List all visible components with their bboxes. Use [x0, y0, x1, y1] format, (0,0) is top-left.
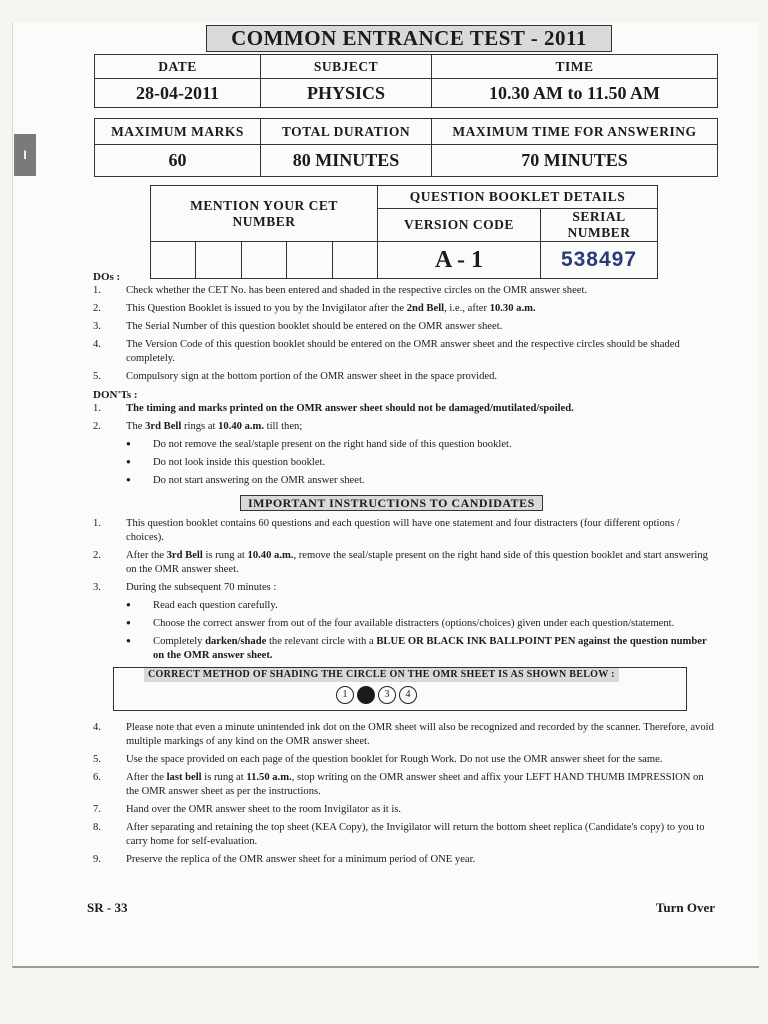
- total-duration-value: 80 MINUTES: [261, 145, 432, 177]
- instruction-item-text: Please note that even a minute unintended ink dot on the OMR sheet will also be recognized and recorded by the scanner. Therefore, avoid multiple markings of any kind on the OMR answer sheet.: [126, 722, 714, 747]
- instruction3-bullet-item: [126, 617, 715, 631]
- booklet-details-header: QUESTION BOOKLET DETAILS: [378, 186, 658, 209]
- dos-item-number: 1.: [93, 285, 101, 296]
- dos-item-text: This Question Booklet is issued to you by the Invigilator after the: [126, 303, 407, 314]
- dos-heading: DOs :: [93, 271, 121, 283]
- dos-item-bold-text: 2nd Bell: [406, 303, 445, 314]
- date-value: 28-04-2011: [95, 79, 261, 108]
- bullet-text: Choose the correct answer from out of the four available distracters (options/choices) given under each question/statement.: [153, 618, 675, 629]
- omr-bubble: 1: [336, 686, 354, 704]
- dos-item-number: 5.: [93, 371, 101, 382]
- page-footer: [87, 900, 715, 916]
- instruction-item: [93, 517, 715, 545]
- instruction-item-number: 4.: [93, 722, 101, 733]
- dos-item: [93, 338, 715, 366]
- max-answer-time-value: 70 MINUTES: [432, 145, 718, 177]
- omr-bubble-row: [336, 686, 417, 704]
- instructions-list-a: [93, 517, 715, 595]
- instruction-item: [93, 753, 715, 767]
- donts-item: [93, 402, 715, 416]
- instruction-item-number: 5.: [93, 754, 101, 765]
- instruction-item-number: 7.: [93, 804, 101, 815]
- instructions-list-b: [93, 721, 715, 867]
- max-answer-time-header: MAXIMUM TIME FOR ANSWERING: [432, 119, 718, 145]
- instruction-item-number: 9.: [93, 854, 101, 865]
- instruction-item: [93, 853, 715, 867]
- instruction-item-number: 1.: [93, 518, 101, 529]
- instruction-item-bold-text: 10.40 a.m.: [247, 550, 294, 561]
- exam-info-table: [94, 54, 718, 108]
- max-marks-value: 60: [95, 145, 261, 177]
- instruction-item-number: 3.: [93, 582, 101, 593]
- dos-item-number: 2.: [93, 303, 101, 314]
- important-instructions-heading: IMPORTANT INSTRUCTIONS TO CANDIDATES: [240, 495, 543, 511]
- dos-item: [93, 284, 715, 298]
- donts-item-text: till then;: [264, 421, 303, 432]
- instruction3-bullet-item: [126, 635, 715, 663]
- subject-value: PHYSICS: [261, 79, 432, 108]
- instruction-item-text: , remove the seal/staple present on the right hand side of this question booklet and start answering on the OMR answer sheet.: [126, 550, 708, 575]
- version-code-value: A - 1: [378, 242, 541, 279]
- donts-item-text: rings at: [181, 421, 219, 432]
- dos-item-number: 4.: [93, 339, 101, 350]
- donts-list: [93, 402, 715, 434]
- dos-item-text: The Serial Number of this question booklet should be entered on the OMR answer sheet.: [126, 321, 503, 332]
- total-duration-header: TOTAL DURATION: [261, 119, 432, 145]
- instruction-item-text: is rung at: [202, 550, 248, 561]
- subject-header: SUBJECT: [261, 55, 432, 79]
- omr-bubble: 3: [378, 686, 396, 704]
- dos-item-bold-text: 10.30 a.m.: [489, 303, 536, 314]
- dos-item: [93, 302, 715, 316]
- donts-item-text: The: [126, 421, 146, 432]
- time-header: TIME: [432, 55, 718, 79]
- instruction-item-bold-text: last bell: [166, 772, 202, 783]
- instruction-item-bold-text: 3rd Bell: [166, 550, 203, 561]
- instruction-item: [93, 821, 715, 849]
- donts-item-number: 1.: [93, 403, 101, 414]
- instruction3-bullet-item: [126, 599, 715, 613]
- instruction-item-text: After separating and retaining the top sheet (KEA Copy), the Invigilator will return the bottom sheet replica (Candidate's copy) to you to carry home for self-evaluation.: [126, 822, 705, 847]
- donts-item-bold-text: The timing and marks printed on the OMR answer sheet should not be damaged/mutilated/spoiled.: [126, 403, 574, 414]
- instruction-item-text: Preserve the replica of the OMR answer sheet for a minimum period of ONE year.: [126, 854, 476, 865]
- instruction3-bullet-list: [93, 599, 715, 663]
- dos-item-number: 3.: [93, 321, 101, 332]
- instruction-item: [93, 721, 715, 749]
- instruction-item-text: Hand over the OMR answer sheet to the room Invigilator as it is.: [126, 804, 402, 815]
- omr-bubble: 4: [399, 686, 417, 704]
- donts-item: [93, 420, 715, 434]
- date-header: DATE: [95, 55, 261, 79]
- donts-bullet-item: ● Do not remove the seal/staple present on the right hand side of this question booklet.: [126, 438, 715, 452]
- donts-item-bold-text: 10.40 a.m.: [218, 421, 265, 432]
- bullet-bold-text: BLUE OR BLACK INK BALLPOINT PEN against the question number on the OMR answer sheet.: [153, 636, 707, 661]
- dos-item: [93, 370, 715, 384]
- turn-over-label: Turn Over: [655, 900, 715, 915]
- donts-item-number: 2.: [93, 421, 101, 432]
- instruction-item-text: Use the space provided on each page of the question booklet for Rough Work. Do not use the OMR answer sheet for the same.: [126, 754, 663, 765]
- instruction-item: [93, 581, 715, 595]
- instruction-item-number: 6.: [93, 772, 101, 783]
- instruction-item-number: 2.: [93, 550, 101, 561]
- omr-shading-example-box: [113, 667, 687, 711]
- instruction-item-text: After the: [126, 550, 167, 561]
- footer-code: SR - 33: [87, 900, 128, 915]
- donts-item-bold-text: 3rd Bell: [145, 421, 182, 432]
- bullet-bold-text: darken/shade: [205, 636, 267, 647]
- instruction-item-text: During the subsequent 70 minutes :: [126, 582, 277, 593]
- time-value: 10.30 AM to 11.50 AM: [432, 79, 718, 108]
- instruction-item-number: 8.: [93, 822, 101, 833]
- booklet-details-table: [150, 185, 658, 279]
- dos-item-text: The Version Code of this question booklet should be entered on the OMR answer sheet and the respective circles should be shaded completely.: [126, 339, 680, 364]
- instruction-item: [93, 803, 715, 817]
- mention-cet-number-label: MENTION YOUR CET NUMBER: [151, 186, 378, 242]
- omr-shading-caption: CORRECT METHOD OF SHADING THE CIRCLE ON THE OMR SHEET IS AS SHOWN BELOW :: [144, 668, 619, 682]
- instruction-item-text: is rung at: [201, 772, 247, 783]
- omr-bubble-filled: 2: [357, 686, 375, 704]
- donts-heading: DON'Ts :: [93, 389, 138, 401]
- donts-bullet-item: ● Do not look inside this question booklet.: [126, 456, 715, 470]
- dos-item: [93, 320, 715, 334]
- instruction-item-bold-text: 11.50 a.m.: [246, 772, 292, 783]
- max-marks-header: MAXIMUM MARKS: [95, 119, 261, 145]
- donts-bullet-item: ● Do not start answering on the OMR answer sheet.: [126, 474, 715, 488]
- instruction-item-text: , stop writing on the OMR answer sheet and affix your LEFT HAND THUMB IMPRESSION on the OMR answer sheet as per the instructions.: [126, 772, 704, 797]
- marks-duration-table: [94, 118, 718, 177]
- instruction-item: [93, 771, 715, 799]
- donts-bullet-list: [93, 438, 715, 488]
- bullet-text: Read each question carefully.: [153, 600, 278, 611]
- page-title: COMMON ENTRANCE TEST - 2011: [206, 25, 612, 52]
- bullet-text: the relevant circle with a: [266, 636, 377, 647]
- dos-item-text: Check whether the CET No. has been entered and shaded in the respective circles on the OMR answer sheet.: [126, 285, 588, 296]
- dos-list: [93, 284, 715, 384]
- instruction-item: [93, 549, 715, 577]
- dos-item-text: , i.e., after: [444, 303, 490, 314]
- instruction-item-text: This question booklet contains 60 questions and each question will have one statement and four distracters (four different options / choices).: [126, 518, 680, 543]
- instruction-item-text: After the: [126, 772, 167, 783]
- version-code-label: VERSION CODE: [378, 209, 541, 242]
- bullet-text: Completely: [153, 636, 206, 647]
- instructions-content: [93, 270, 715, 871]
- dos-item-text: Compulsory sign at the bottom portion of the OMR answer sheet in the space provided.: [126, 371, 498, 382]
- serial-number-label: SERIAL NUMBER: [541, 209, 658, 242]
- side-tab-marker: I: [14, 134, 36, 176]
- serial-number-value: 538497: [541, 242, 658, 279]
